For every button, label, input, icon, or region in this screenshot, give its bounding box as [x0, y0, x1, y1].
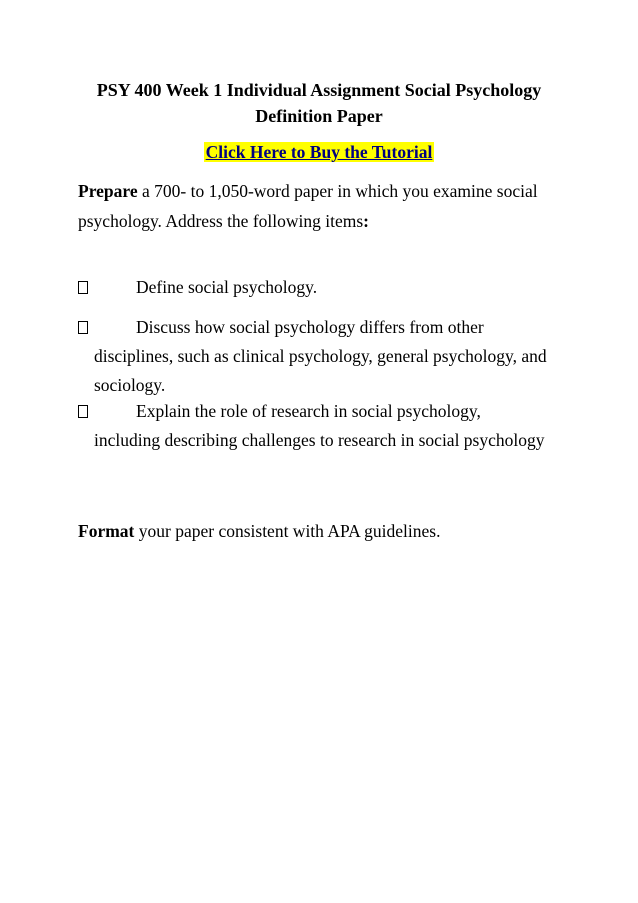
format-body: your paper consistent with APA guidelines. — [134, 521, 441, 541]
tutorial-link-container — [0, 140, 638, 164]
list-item-text: Discuss how social psychology differs from other disciplines, such as clinical psychology, general psychology, and sociology. — [94, 317, 547, 395]
format-paragraph — [78, 516, 548, 546]
list-item-text: Define social psychology. — [136, 277, 318, 297]
intro-colon: : — [363, 211, 369, 231]
list-item — [78, 273, 548, 302]
list-item-text: Explain the role of research in social psychology, including describing challenges to research in social psychology — [94, 401, 545, 450]
buy-tutorial-link[interactable]: Click Here to Buy the Tutorial — [205, 142, 433, 162]
page-title: PSY 400 Week 1 Individual Assignment Social Psychology Definition Paper — [96, 80, 542, 126]
checkbox-bullet-icon — [78, 405, 88, 418]
list-item — [78, 313, 548, 400]
format-lead: Format — [78, 521, 135, 541]
checkbox-bullet-icon — [78, 321, 88, 334]
list-item — [78, 397, 548, 455]
intro-body: a 700- to 1,050-word paper in which you examine social psychology. Address the following items — [78, 181, 538, 231]
checkbox-bullet-icon — [78, 281, 88, 294]
intro-paragraph — [78, 176, 548, 236]
intro-lead: Prepare — [78, 181, 138, 201]
